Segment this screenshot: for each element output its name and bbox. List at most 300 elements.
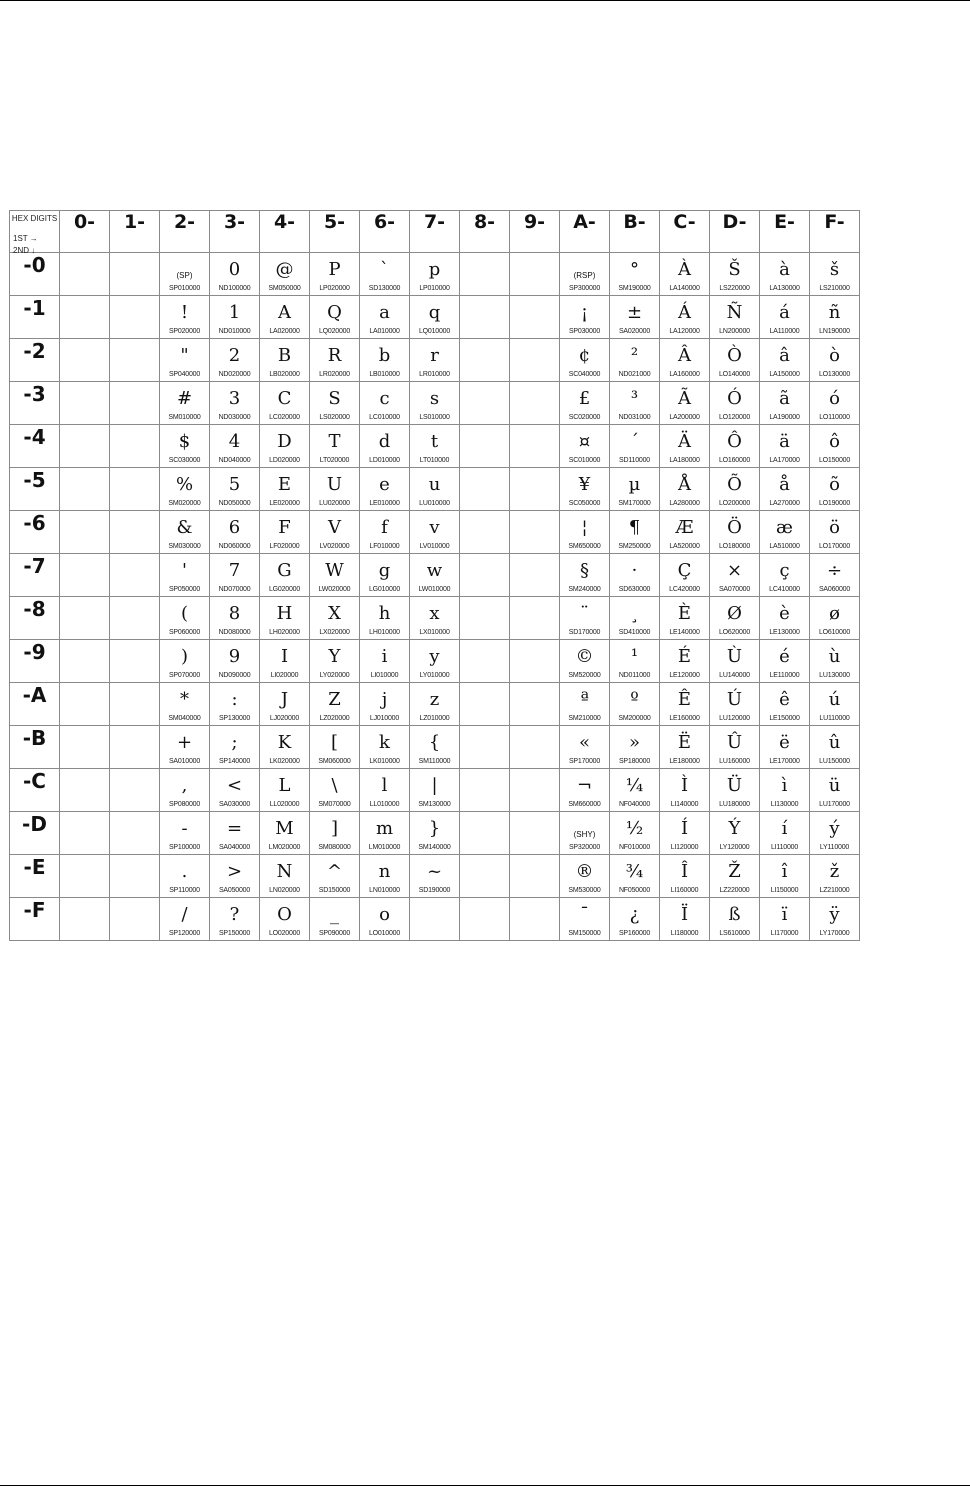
code-cell bbox=[110, 554, 160, 597]
character-id-code: SM060000 bbox=[318, 758, 351, 765]
character-glyph: $ bbox=[178, 431, 191, 452]
code-cell bbox=[810, 855, 860, 898]
character-glyph: Y bbox=[328, 646, 341, 667]
code-cell bbox=[310, 898, 360, 941]
code-cell bbox=[160, 511, 210, 554]
character-glyph: 0 bbox=[228, 259, 241, 280]
code-cell bbox=[460, 855, 510, 898]
character-id-code: LW010000 bbox=[418, 586, 451, 593]
code-cell bbox=[360, 425, 410, 468]
code-cell bbox=[60, 339, 110, 382]
character-glyph: P bbox=[328, 259, 341, 280]
code-cell bbox=[110, 726, 160, 769]
character-glyph: ® bbox=[575, 861, 594, 882]
character-glyph: _ bbox=[330, 904, 339, 925]
code-cell bbox=[210, 683, 260, 726]
code-cell bbox=[210, 425, 260, 468]
character-glyph: Â bbox=[678, 345, 691, 366]
character-glyph: ) bbox=[180, 646, 189, 667]
character-glyph: À bbox=[678, 259, 691, 280]
code-cell bbox=[210, 855, 260, 898]
character-glyph: w bbox=[426, 560, 443, 581]
code-cell bbox=[160, 855, 210, 898]
character-id-code: SM170000 bbox=[618, 500, 651, 507]
code-cell bbox=[210, 898, 260, 941]
character-glyph: ¿ bbox=[629, 904, 640, 925]
character-id-code: LG020000 bbox=[268, 586, 301, 593]
character-id-code: LA150000 bbox=[769, 371, 800, 378]
character-id-code: LJ010000 bbox=[369, 715, 400, 722]
character-glyph: ¨ bbox=[580, 603, 589, 624]
character-id-code: LA160000 bbox=[669, 371, 700, 378]
character-glyph: Ø bbox=[727, 603, 742, 624]
character-glyph: % bbox=[175, 474, 194, 495]
character-glyph: . bbox=[181, 861, 188, 882]
code-cell bbox=[610, 511, 660, 554]
character-glyph: ] bbox=[330, 818, 339, 839]
column-header: 0- bbox=[60, 211, 110, 253]
code-cell bbox=[560, 640, 610, 683]
code-cell bbox=[260, 296, 310, 339]
code-cell bbox=[710, 812, 760, 855]
character-id-code: LK020000 bbox=[269, 758, 300, 765]
character-glyph: < bbox=[226, 775, 243, 796]
code-cell bbox=[760, 640, 810, 683]
character-id-code: LE160000 bbox=[669, 715, 700, 722]
code-cell bbox=[110, 898, 160, 941]
code-cell bbox=[410, 855, 460, 898]
code-cell bbox=[60, 597, 110, 640]
character-glyph: r bbox=[430, 345, 439, 366]
code-cell bbox=[710, 253, 760, 296]
character-id-code: LS210000 bbox=[819, 285, 850, 292]
character-glyph: ½ bbox=[625, 818, 644, 839]
character-id-code: LZ210000 bbox=[819, 887, 850, 894]
code-cell bbox=[810, 554, 860, 597]
column-header: 9- bbox=[510, 211, 560, 253]
code-cell bbox=[560, 726, 610, 769]
character-id-code: SD190000 bbox=[418, 887, 451, 894]
character-glyph: ë bbox=[779, 732, 790, 753]
character-id-code: ND070000 bbox=[218, 586, 251, 593]
column-header: F- bbox=[810, 211, 860, 253]
code-cell bbox=[260, 597, 310, 640]
character-glyph: f bbox=[381, 517, 388, 538]
code-cell bbox=[310, 855, 360, 898]
code-cell bbox=[160, 640, 210, 683]
character-glyph: ; bbox=[231, 732, 238, 753]
character-glyph: Û bbox=[726, 732, 743, 753]
character-id-code: LS610000 bbox=[719, 930, 750, 937]
code-cell bbox=[510, 769, 560, 812]
code-cell bbox=[160, 296, 210, 339]
code-cell bbox=[610, 253, 660, 296]
character-id-code: LU140000 bbox=[719, 672, 750, 679]
character-glyph: š bbox=[829, 259, 840, 280]
code-cell bbox=[460, 812, 510, 855]
character-glyph: µ bbox=[628, 474, 641, 495]
character-glyph: v bbox=[429, 517, 440, 538]
table-row bbox=[10, 812, 860, 855]
code-cell bbox=[610, 468, 660, 511]
character-glyph: W bbox=[325, 560, 344, 581]
character-id-code: SP120000 bbox=[168, 930, 201, 937]
character-glyph: C bbox=[277, 388, 292, 409]
character-glyph: Í bbox=[680, 818, 689, 839]
character-id-code: LA020000 bbox=[269, 328, 300, 335]
character-id-code: SP030000 bbox=[568, 328, 601, 335]
character-glyph: Ã bbox=[678, 388, 691, 409]
column-header: 5- bbox=[310, 211, 360, 253]
character-id-code: SA040000 bbox=[218, 844, 251, 851]
character-id-code: LA010000 bbox=[369, 328, 400, 335]
code-cell bbox=[610, 382, 660, 425]
code-cell bbox=[60, 640, 110, 683]
character-id-code: LO160000 bbox=[718, 457, 751, 464]
code-cell bbox=[310, 683, 360, 726]
character-id-code: LA200000 bbox=[669, 414, 700, 421]
character-glyph: ã bbox=[779, 388, 790, 409]
character-id-code: LO150000 bbox=[818, 457, 851, 464]
column-header: A- bbox=[560, 211, 610, 253]
character-glyph: ? bbox=[229, 904, 240, 925]
table-row bbox=[10, 855, 860, 898]
character-id-code: SM030000 bbox=[168, 543, 201, 550]
character-glyph: Ë bbox=[677, 732, 692, 753]
code-cell bbox=[560, 425, 610, 468]
character-id-code: SP320000 bbox=[568, 844, 601, 851]
table-row bbox=[10, 898, 860, 941]
code-cell bbox=[260, 554, 310, 597]
code-cell bbox=[660, 511, 710, 554]
character-glyph: â bbox=[779, 345, 790, 366]
code-cell bbox=[260, 339, 310, 382]
code-cell bbox=[260, 898, 310, 941]
character-id-code: LU130000 bbox=[819, 672, 850, 679]
character-glyph: ¸ bbox=[630, 603, 639, 624]
character-glyph: Ù bbox=[726, 646, 743, 667]
code-cell bbox=[410, 554, 460, 597]
code-cell bbox=[110, 253, 160, 296]
character-glyph: ž bbox=[829, 861, 840, 882]
code-cell bbox=[760, 898, 810, 941]
code-cell bbox=[560, 769, 610, 812]
code-cell bbox=[710, 511, 760, 554]
code-cell bbox=[460, 640, 510, 683]
character-id-code: LE020000 bbox=[269, 500, 300, 507]
character-id-code: SM520000 bbox=[568, 672, 601, 679]
character-glyph: ' bbox=[182, 560, 187, 581]
character-glyph: è bbox=[779, 603, 790, 624]
code-cell bbox=[710, 898, 760, 941]
character-id-code: LM020000 bbox=[268, 844, 301, 851]
character-glyph: Ç bbox=[677, 560, 692, 581]
character-glyph: a bbox=[379, 302, 390, 323]
character-id-code: LE180000 bbox=[669, 758, 700, 765]
column-header: 7- bbox=[410, 211, 460, 253]
character-id-code: LZ220000 bbox=[719, 887, 750, 894]
character-glyph: z bbox=[429, 689, 440, 710]
row-header: -A bbox=[10, 683, 60, 726]
character-id-code: LN010000 bbox=[369, 887, 400, 894]
character-id-code: LO610000 bbox=[818, 629, 851, 636]
code-cell bbox=[760, 597, 810, 640]
code-cell bbox=[260, 425, 310, 468]
code-cell bbox=[460, 769, 510, 812]
table-row bbox=[10, 597, 860, 640]
character-id-code: LL010000 bbox=[369, 801, 400, 808]
code-cell bbox=[210, 812, 260, 855]
table-row bbox=[10, 425, 860, 468]
character-id-code: SD110000 bbox=[619, 457, 650, 464]
code-cell bbox=[110, 812, 160, 855]
character-glyph: ÷ bbox=[826, 560, 843, 581]
character-id-code: LI180000 bbox=[670, 930, 699, 937]
column-header: 1- bbox=[110, 211, 160, 253]
column-header: C- bbox=[660, 211, 710, 253]
code-cell bbox=[760, 769, 810, 812]
character-id-code: SP110000 bbox=[169, 887, 200, 894]
character-glyph: ( bbox=[180, 603, 189, 624]
character-id-code: SP130000 bbox=[218, 715, 251, 722]
code-cell bbox=[60, 812, 110, 855]
row-header: -7 bbox=[10, 554, 60, 597]
row-header: -6 bbox=[10, 511, 60, 554]
code-cell bbox=[210, 296, 260, 339]
code-cell bbox=[260, 511, 310, 554]
code-cell bbox=[260, 683, 310, 726]
character-glyph: L bbox=[278, 775, 291, 796]
character-glyph: 5 bbox=[228, 474, 241, 495]
character-glyph: X bbox=[328, 603, 341, 624]
code-cell bbox=[60, 554, 110, 597]
code-cell bbox=[310, 769, 360, 812]
character-glyph: M bbox=[275, 818, 294, 839]
character-glyph: \ bbox=[331, 775, 338, 796]
code-cell bbox=[610, 597, 660, 640]
character-id-code: LU150000 bbox=[819, 758, 850, 765]
code-cell bbox=[810, 296, 860, 339]
code-cell bbox=[560, 597, 610, 640]
character-id-code: SP300000 bbox=[568, 285, 601, 292]
code-cell bbox=[510, 597, 560, 640]
character-id-code: LO120000 bbox=[718, 414, 751, 421]
character-id-code: LB020000 bbox=[269, 371, 300, 378]
code-cell bbox=[810, 425, 860, 468]
column-header: 8- bbox=[460, 211, 510, 253]
character-id-code: LP010000 bbox=[419, 285, 450, 292]
code-cell bbox=[60, 855, 110, 898]
character-glyph: n bbox=[378, 861, 391, 882]
code-cell bbox=[810, 640, 860, 683]
character-glyph: " bbox=[180, 345, 189, 366]
character-glyph: » bbox=[628, 732, 640, 753]
code-cell bbox=[110, 468, 160, 511]
code-cell bbox=[660, 253, 710, 296]
code-cell bbox=[360, 296, 410, 339]
character-glyph: V bbox=[328, 517, 341, 538]
code-cell bbox=[160, 898, 210, 941]
code-cell bbox=[610, 425, 660, 468]
character-glyph: h bbox=[378, 603, 391, 624]
code-cell bbox=[810, 339, 860, 382]
code-cell bbox=[810, 382, 860, 425]
code-cell bbox=[810, 468, 860, 511]
character-glyph: t bbox=[430, 431, 439, 452]
character-glyph: F bbox=[278, 517, 291, 538]
character-glyph: å bbox=[779, 474, 790, 495]
code-cell bbox=[560, 468, 610, 511]
character-glyph: º bbox=[630, 689, 639, 710]
character-id-code: SP080000 bbox=[168, 801, 201, 808]
character-id-code: LG010000 bbox=[368, 586, 401, 593]
code-cell bbox=[610, 683, 660, 726]
character-id-code: SC050000 bbox=[568, 500, 601, 507]
row-header: -B bbox=[10, 726, 60, 769]
character-glyph: { bbox=[428, 732, 441, 753]
character-id-code: SM650000 bbox=[568, 543, 601, 550]
character-id-code: SM250000 bbox=[618, 543, 651, 550]
code-cell bbox=[460, 597, 510, 640]
character-id-code: LU180000 bbox=[719, 801, 750, 808]
character-id-code: LE110000 bbox=[769, 672, 800, 679]
code-cell bbox=[110, 382, 160, 425]
character-glyph: q bbox=[428, 302, 441, 323]
code-cell bbox=[460, 339, 510, 382]
code-cell bbox=[660, 640, 710, 683]
character-glyph: á bbox=[779, 302, 790, 323]
character-glyph: m bbox=[375, 818, 394, 839]
row-header: -1 bbox=[10, 296, 60, 339]
character-glyph: ¹ bbox=[630, 646, 639, 667]
character-glyph: Õ bbox=[727, 474, 742, 495]
character-id-code: LZ010000 bbox=[419, 715, 450, 722]
code-cell bbox=[510, 726, 560, 769]
code-cell bbox=[510, 812, 560, 855]
code-cell bbox=[710, 425, 760, 468]
character-id-code: LO110000 bbox=[819, 414, 850, 421]
character-glyph: Á bbox=[678, 302, 691, 323]
code-cell bbox=[410, 597, 460, 640]
character-glyph: ! bbox=[180, 302, 189, 323]
code-cell bbox=[460, 253, 510, 296]
character-glyph: î bbox=[781, 861, 788, 882]
code-cell bbox=[810, 812, 860, 855]
character-id-code: LA130000 bbox=[769, 285, 800, 292]
code-cell bbox=[560, 898, 610, 941]
code-cell bbox=[660, 597, 710, 640]
row-header: -D bbox=[10, 812, 60, 855]
character-glyph: ö bbox=[829, 517, 840, 538]
character-glyph: 9 bbox=[228, 646, 241, 667]
character-id-code: LX010000 bbox=[419, 629, 450, 636]
table-row bbox=[10, 339, 860, 382]
character-glyph: 7 bbox=[228, 560, 241, 581]
character-glyph: Ú bbox=[726, 689, 743, 710]
character-glyph: 2 bbox=[228, 345, 241, 366]
table-row bbox=[10, 640, 860, 683]
character-id-code: SC010000 bbox=[568, 457, 601, 464]
code-cell bbox=[760, 554, 810, 597]
code-cell bbox=[660, 898, 710, 941]
code-cell bbox=[310, 339, 360, 382]
character-glyph: ^ bbox=[326, 861, 343, 882]
character-glyph: Ê bbox=[677, 689, 692, 710]
character-id-code: LI150000 bbox=[770, 887, 799, 894]
character-id-code: LR010000 bbox=[419, 371, 450, 378]
code-cell bbox=[510, 296, 560, 339]
character-glyph: Ô bbox=[727, 431, 742, 452]
character-id-code: LJ020000 bbox=[269, 715, 300, 722]
code-cell bbox=[560, 683, 610, 726]
character-id-code: LS010000 bbox=[419, 414, 450, 421]
code-cell bbox=[160, 554, 210, 597]
character-glyph: Z bbox=[328, 689, 341, 710]
character-id-code: ND011000 bbox=[618, 672, 651, 679]
character-glyph: S bbox=[328, 388, 341, 409]
row-header: -C bbox=[10, 769, 60, 812]
code-cell bbox=[710, 554, 760, 597]
code-cell bbox=[760, 683, 810, 726]
code-cell bbox=[710, 726, 760, 769]
code-cell bbox=[260, 640, 310, 683]
character-glyph: (SHY) bbox=[573, 830, 596, 839]
row-header: -3 bbox=[10, 382, 60, 425]
character-id-code: LW020000 bbox=[318, 586, 351, 593]
code-cell bbox=[660, 339, 710, 382]
code-cell bbox=[710, 296, 760, 339]
character-id-code: SP070000 bbox=[168, 672, 201, 679]
row-header: -2 bbox=[10, 339, 60, 382]
character-glyph: p bbox=[428, 259, 441, 280]
character-id-code: LI110000 bbox=[770, 844, 799, 851]
character-glyph: @ bbox=[275, 259, 294, 280]
character-glyph: ` bbox=[380, 259, 389, 280]
code-cell bbox=[210, 554, 260, 597]
character-id-code: SA010000 bbox=[168, 758, 201, 765]
character-glyph: × bbox=[726, 560, 743, 581]
character-id-code: LP020000 bbox=[319, 285, 350, 292]
code-cell bbox=[710, 640, 760, 683]
code-cell bbox=[360, 468, 410, 511]
character-glyph: = bbox=[226, 818, 243, 839]
code-cell bbox=[810, 898, 860, 941]
character-id-code: LA510000 bbox=[769, 543, 800, 550]
code-cell bbox=[510, 382, 560, 425]
character-id-code: LF010000 bbox=[369, 543, 400, 550]
character-id-code: SP150000 bbox=[218, 930, 251, 937]
character-id-code: LN200000 bbox=[719, 328, 750, 335]
character-id-code: LU020000 bbox=[319, 500, 350, 507]
character-id-code: SD410000 bbox=[618, 629, 651, 636]
character-id-code: SP170000 bbox=[568, 758, 601, 765]
code-cell bbox=[310, 640, 360, 683]
character-id-code: LQ010000 bbox=[418, 328, 451, 335]
table-row bbox=[10, 296, 860, 339]
character-glyph: Ì bbox=[680, 775, 689, 796]
character-id-code: LC010000 bbox=[369, 414, 400, 421]
code-cell bbox=[560, 511, 610, 554]
code-cell bbox=[210, 769, 260, 812]
code-cell bbox=[610, 898, 660, 941]
code-cell bbox=[660, 812, 710, 855]
code-cell bbox=[760, 339, 810, 382]
code-cell bbox=[460, 425, 510, 468]
code-cell bbox=[760, 296, 810, 339]
character-glyph: ¶ bbox=[628, 517, 641, 538]
character-id-code: LD020000 bbox=[269, 457, 300, 464]
code-cell bbox=[760, 855, 810, 898]
